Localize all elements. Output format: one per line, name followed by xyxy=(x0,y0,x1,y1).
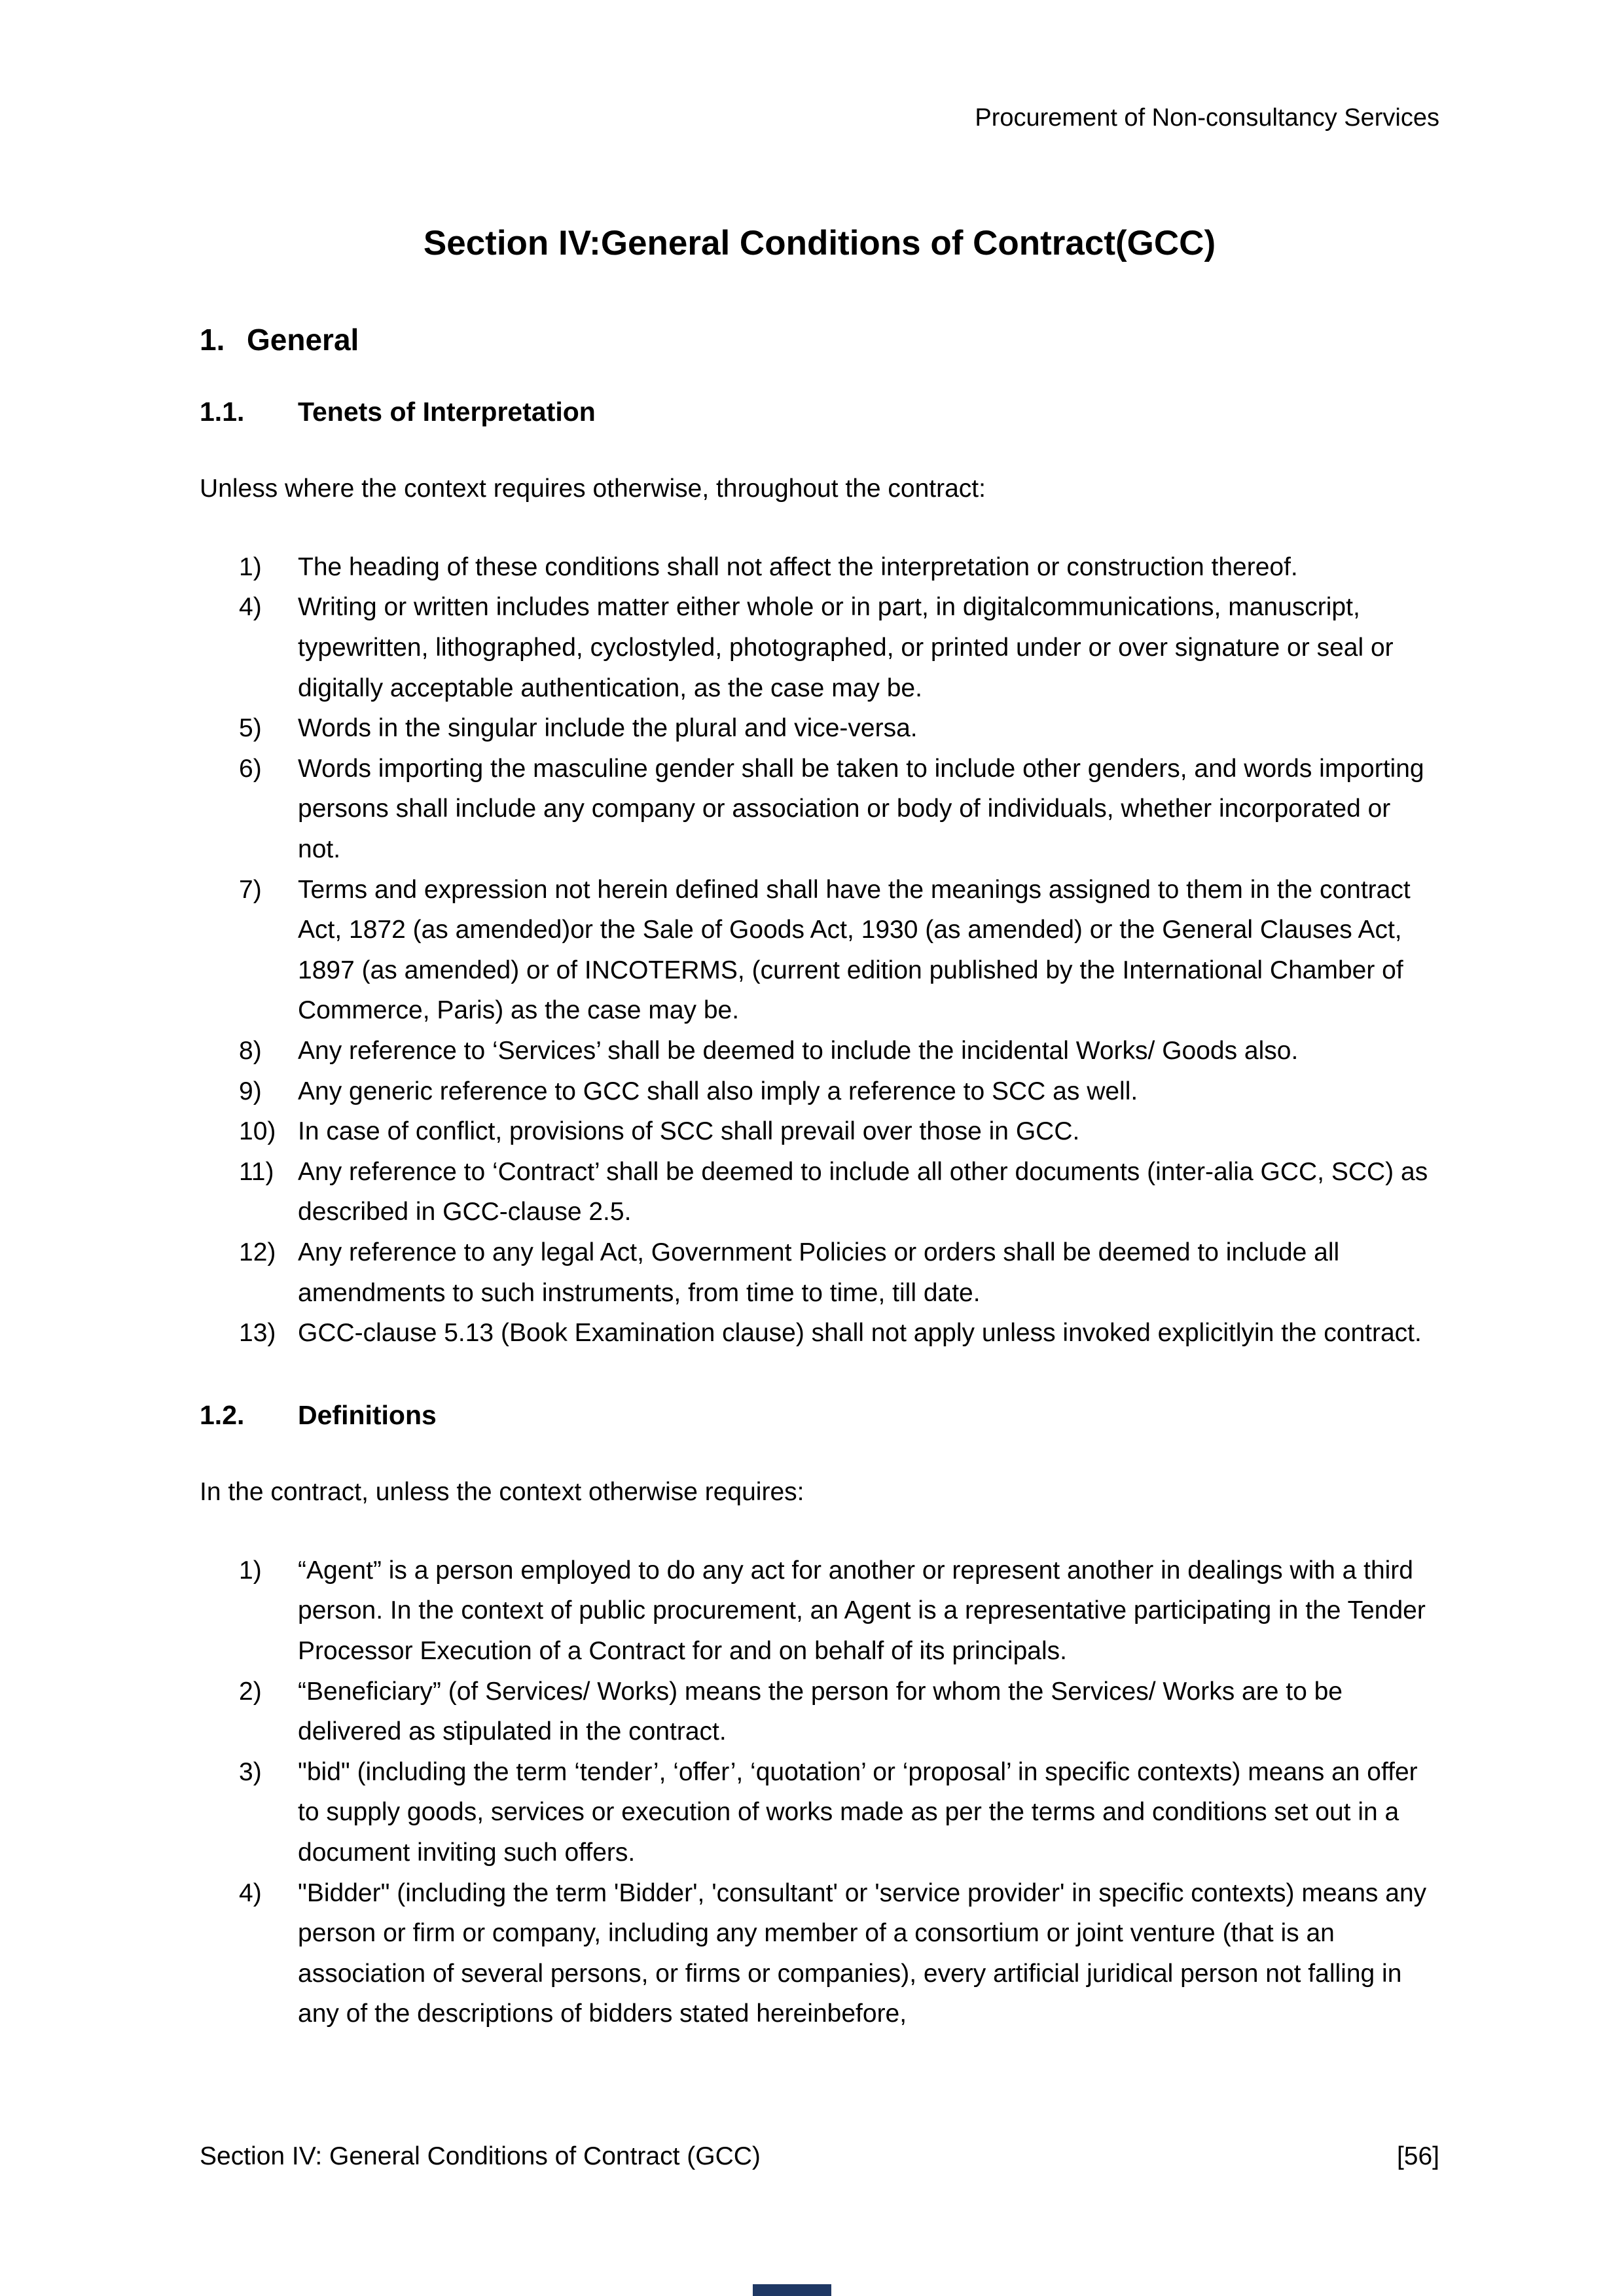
list-item-number: 2) xyxy=(239,1677,262,1706)
list-item-text: "Bidder" (including the term 'Bidder', 'consultant' or 'service provider' in specific contexts) means any person or firm or company, including any member of a consortium or joint venture (that is an association of several persons, or firms or companies), every artificial juridical person not falling in any of the descriptions of bidders stated hereinbefore, xyxy=(298,1878,1427,2028)
list-item-number: 3) xyxy=(239,1757,262,1786)
list-item-number: 11) xyxy=(239,1157,274,1186)
list-item-text: "bid" (including the term ‘tender’, ‘offer’, ‘quotation’ or ‘proposal’ in specific contexts) means an offer to supply goods, services or execution of works made as per the terms and conditions set out in a document inviting such offers. xyxy=(298,1757,1418,1867)
subsection-title: Definitions xyxy=(298,1399,437,1430)
interpretation-list xyxy=(200,547,1439,1354)
subsection-heading-1-1 xyxy=(200,396,1439,428)
list-item-number: 1) xyxy=(239,552,262,581)
list-item-number: 4) xyxy=(239,1878,262,1907)
definitions-list xyxy=(200,1551,1439,2034)
list-item xyxy=(200,1232,1439,1313)
list-item-number: 10) xyxy=(239,1117,276,1146)
footer-document-name: Section IV: General Conditions of Contract (GCC) xyxy=(200,2142,761,2171)
list-item-text: In case of conflict, provisions of SCC shall prevail over those in GCC. xyxy=(298,1117,1080,1146)
list-item-text: GCC-clause 5.13 (Book Examination clause) shall not apply unless invoked explicitlyin the contract. xyxy=(298,1319,1422,1348)
page-header xyxy=(975,98,1439,137)
list-item xyxy=(200,1873,1439,2034)
footer-page-number: [56] xyxy=(1396,2142,1439,2171)
list-item-number: 9) xyxy=(239,1077,262,1105)
list-item-text: Any reference to ‘Services’ shall be deemed to include the incidental Works/ Goods also. xyxy=(298,1037,1299,1066)
list-item-number: 13) xyxy=(239,1319,276,1348)
list-item-number: 4) xyxy=(239,593,262,622)
document-content xyxy=(200,216,1439,2034)
list-item xyxy=(200,749,1439,870)
subsection-title: Tenets of Interpretation xyxy=(298,396,596,427)
list-item-text: “Beneficiary” (of Services/ Works) means the person for whom the Services/ Works are to be delivered as stipulated in the contract. xyxy=(298,1677,1343,1746)
list-item-text: Any reference to ‘Contract’ shall be deemed to include all other documents (inter-alia GCC, SCC) as described in GCC-clause 2.5. xyxy=(298,1157,1428,1227)
subsection-1-2-intro: In the contract, unless the context otherwise requires: xyxy=(200,1478,804,1507)
list-item xyxy=(200,870,1439,1031)
list-item xyxy=(200,1551,1439,1672)
list-item xyxy=(200,547,1439,588)
list-item xyxy=(200,1672,1439,1752)
subsection-number: 1.1. xyxy=(200,396,245,427)
list-item-text: Writing or written includes matter either whole or in part, in digitalcommunications, manuscript, typewritten, lithographed, cyclostyled, photographed, or printed under or over signature or seal or digitally acceptable authentication, as the case may be. xyxy=(298,593,1394,702)
section-number: 1. xyxy=(200,322,225,357)
list-item-number: 6) xyxy=(239,754,262,783)
subsection-number: 1.2. xyxy=(200,1399,245,1430)
list-item xyxy=(200,1031,1439,1071)
list-item xyxy=(200,1313,1439,1354)
list-item-text: The heading of these conditions shall not affect the interpretation or construction thereof. xyxy=(298,552,1298,581)
list-item xyxy=(200,1111,1439,1152)
list-item-number: 5) xyxy=(239,714,262,743)
page-footer xyxy=(200,2136,1439,2177)
list-item-number: 7) xyxy=(239,875,262,904)
list-item xyxy=(200,587,1439,708)
list-item-text: “Agent” is a person employed to do any act for another or represent another in dealings with a third person. In the context of public procurement, an Agent is a representative participating in the Tender Processor Execution of a Contract for and on behalf of its principals. xyxy=(298,1556,1426,1665)
list-item-text: Words importing the masculine gender shall be taken to include other genders, and words importing persons shall include any company or association or body of individuals, whether incorporated or not. xyxy=(298,754,1424,863)
list-item xyxy=(200,1071,1439,1112)
list-item-number: 8) xyxy=(239,1037,262,1066)
next-page-fragment xyxy=(753,2284,831,2296)
list-item xyxy=(200,1752,1439,1873)
list-item-text: Any generic reference to GCC shall also imply a reference to SCC as well. xyxy=(298,1077,1138,1105)
list-item-text: Words in the singular include the plural and vice-versa. xyxy=(298,714,918,743)
list-item-text: Terms and expression not herein defined shall have the meanings assigned to them in the contract Act, 1872 (as amended)or the Sale of Goods Act, 1930 (as amended) or the General Clauses Act, 1897 (as amended) or of INCOTERMS, (current edition published by the International Chamber of Commerce, Paris) as the case may be. xyxy=(298,875,1411,1025)
header-text: Procurement of Non-consultancy Services xyxy=(975,104,1439,132)
subsection-1-1-intro: Unless where the context requires otherwise, throughout the contract: xyxy=(200,475,986,503)
list-item-text: Any reference to any legal Act, Government Policies or orders shall be deemed to include all amendments to such instruments, from time to time, till date. xyxy=(298,1238,1340,1307)
list-item xyxy=(200,1152,1439,1232)
section-heading-general xyxy=(200,322,1439,358)
list-item-number: 1) xyxy=(239,1556,262,1585)
list-item-number: 12) xyxy=(239,1238,276,1267)
subsection-heading-1-2 xyxy=(200,1399,1439,1431)
document-title: Section IV:General Conditions of Contract(GCC) xyxy=(423,224,1216,262)
section-title: General xyxy=(247,322,359,357)
list-item xyxy=(200,708,1439,749)
